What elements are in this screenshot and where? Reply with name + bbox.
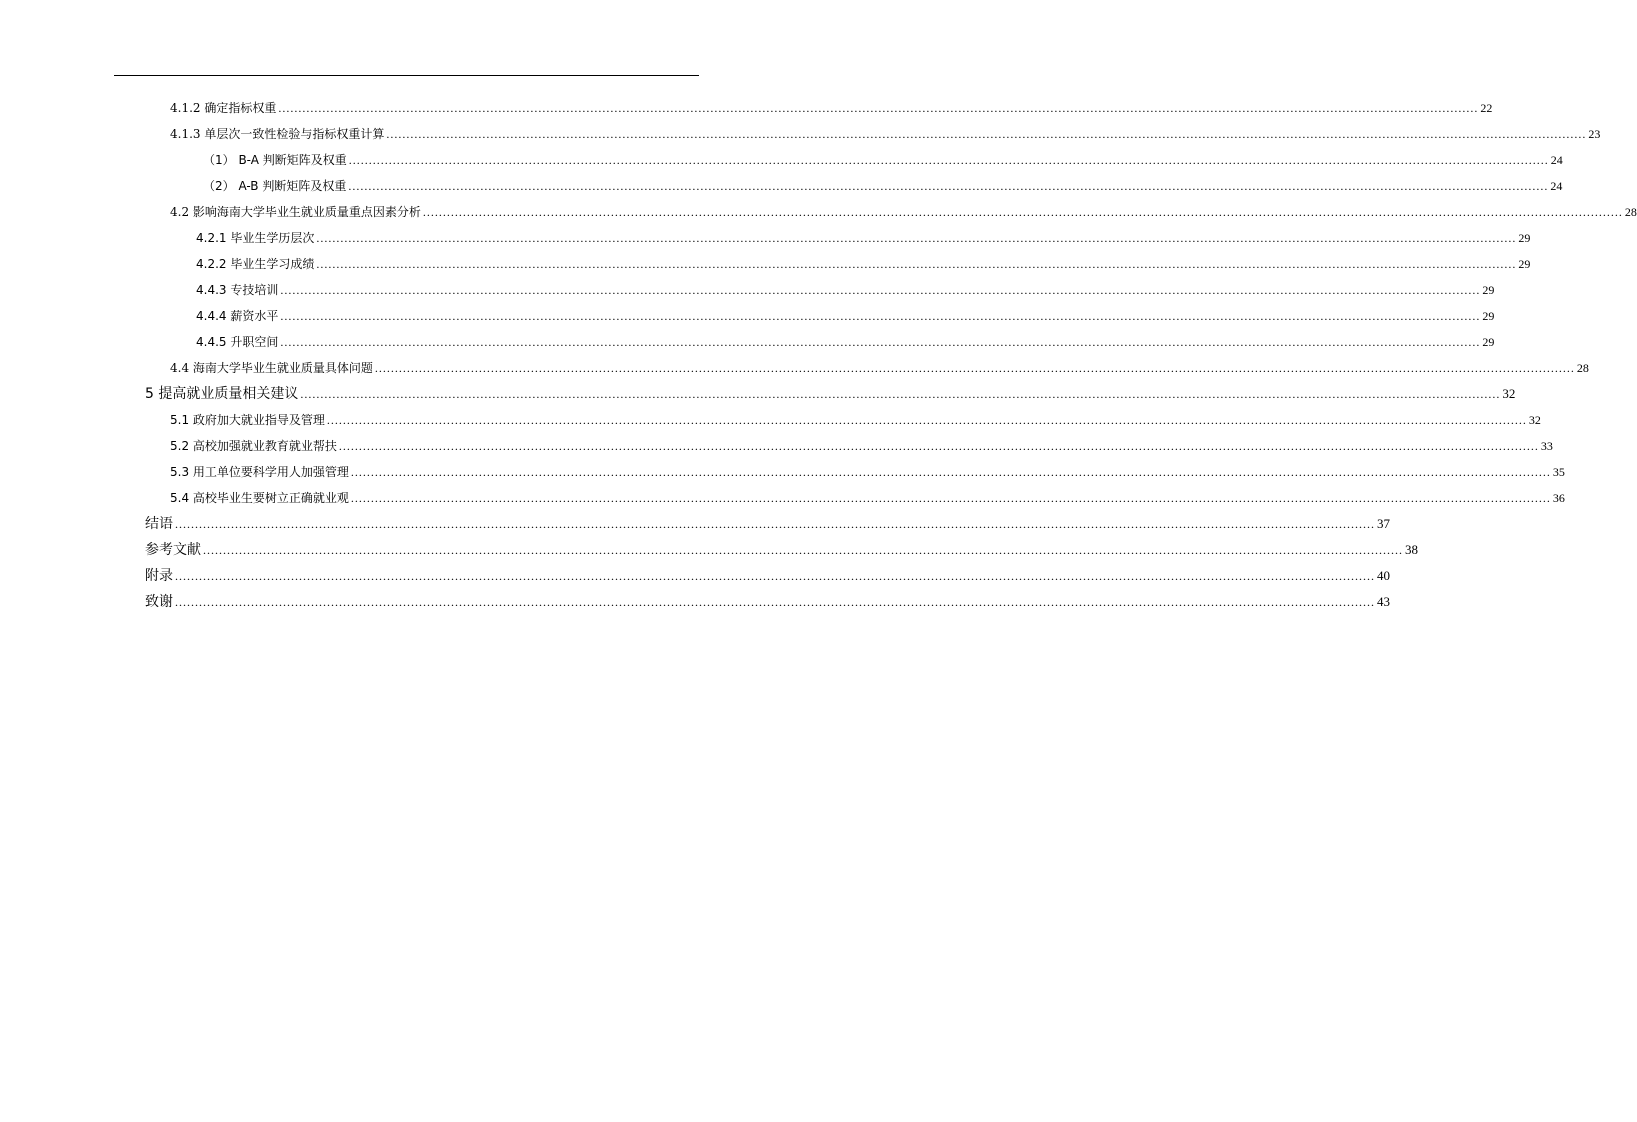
toc-leader-dots: ............................................................................................................................................................................................................................................................................................................ xyxy=(374,361,1575,375)
toc-entry[interactable] xyxy=(145,542,1418,558)
toc-entry[interactable] xyxy=(170,204,1637,220)
toc-entry-page: 29 xyxy=(1482,335,1495,349)
toc-leader-dots: ............................................................................................................................................................................................................................................................................................................ xyxy=(350,465,1551,479)
toc-entry-title: 参考文献 xyxy=(145,542,201,558)
toc-entry-title: 致谢 xyxy=(145,594,173,610)
toc-entry-title: 4.4 海南大学毕业生就业质量具体问题 xyxy=(170,361,373,375)
toc-entry-page: 29 xyxy=(1482,309,1495,323)
toc-entry-title: （2） A-B 判断矩阵及权重 xyxy=(203,179,347,193)
toc-entry[interactable] xyxy=(145,386,1516,402)
toc-entry[interactable] xyxy=(196,334,1495,350)
toc-entry-page: 22 xyxy=(1480,101,1493,115)
toc-entry-title: 4.2.1 毕业生学历层次 xyxy=(196,231,315,245)
toc-entry[interactable] xyxy=(203,152,1563,168)
toc-entry-title: 结语 xyxy=(145,516,173,532)
toc-leader-dots: ............................................................................................................................................................................................................................................................................................................ xyxy=(175,569,1375,583)
toc-entry-page: 32 xyxy=(1528,413,1541,427)
toc-entry[interactable] xyxy=(145,516,1390,532)
toc-entry-title: 4.2 影响海南大学毕业生就业质量重点因素分析 xyxy=(170,205,421,219)
toc-entry[interactable] xyxy=(170,100,1493,116)
toc-entry-title: 4.4.5 升职空间 xyxy=(196,335,279,349)
toc-entry[interactable] xyxy=(170,126,1601,142)
toc-entry-page: 36 xyxy=(1552,491,1565,505)
toc-entry[interactable] xyxy=(196,282,1495,298)
toc-entry[interactable] xyxy=(196,308,1495,324)
toc-entry[interactable] xyxy=(170,438,1553,454)
toc-entry-page: 40 xyxy=(1377,568,1390,583)
toc-entry[interactable] xyxy=(203,178,1563,194)
toc-entry-page: 29 xyxy=(1482,283,1495,297)
toc-entry-page: 33 xyxy=(1540,439,1553,453)
toc-entry[interactable] xyxy=(170,464,1565,480)
toc-entry-title: 4.1.3 单层次一致性检验与指标权重计算 xyxy=(170,127,385,141)
toc-entry-page: 23 xyxy=(1588,127,1601,141)
toc-leader-dots: ............................................................................................................................................................................................................................................................................................................ xyxy=(386,127,1587,141)
toc-entry-page: 24 xyxy=(1550,153,1563,167)
toc-entry-title: 5.3 用工单位要科学用人加强管理 xyxy=(170,465,349,479)
toc-leader-dots: ............................................................................................................................................................................................................................................................................................................ xyxy=(280,283,1481,297)
toc-entry-page: 28 xyxy=(1576,361,1589,375)
toc-entry-page: 29 xyxy=(1518,231,1531,245)
toc-entry-page: 24 xyxy=(1550,179,1563,193)
toc-entry[interactable] xyxy=(170,490,1565,506)
toc-entry-page: 37 xyxy=(1377,516,1390,531)
toc-entry-title: 4.1.2 确定指标权重 xyxy=(170,101,277,115)
toc-leader-dots: ............................................................................................................................................................................................................................................................................................................ xyxy=(280,309,1481,323)
toc-entry-title: 附录 xyxy=(145,568,173,584)
toc-entry[interactable] xyxy=(196,230,1531,246)
toc-entry-title: 4.2.2 毕业生学习成绩 xyxy=(196,257,315,271)
toc-entry-title: （1） B-A 判断矩阵及权重 xyxy=(203,153,347,167)
toc-leader-dots: ............................................................................................................................................................................................................................................................................................................ xyxy=(175,595,1375,609)
toc-entry-title: 5.1 政府加大就业指导及管理 xyxy=(170,413,325,427)
toc-entry-page: 29 xyxy=(1518,257,1531,271)
toc-entry-page: 35 xyxy=(1552,465,1565,479)
toc-leader-dots: ............................................................................................................................................................................................................................................................................................................ xyxy=(300,387,1501,401)
toc-leader-dots: ............................................................................................................................................................................................................................................................................................................ xyxy=(316,231,1517,245)
toc-leader-dots: ............................................................................................................................................................................................................................................................................................................ xyxy=(350,491,1551,505)
toc-entry[interactable] xyxy=(145,568,1390,584)
toc-entry-title: 4.4.3 专技培训 xyxy=(196,283,279,297)
toc-leader-dots: ............................................................................................................................................................................................................................................................................................................ xyxy=(280,335,1481,349)
toc-leader-dots: ............................................................................................................................................................................................................................................................................................................ xyxy=(348,179,1549,193)
toc-entry-page: 38 xyxy=(1405,542,1418,557)
toc-entry-title: 4.4.4 薪资水平 xyxy=(196,309,279,323)
toc-leader-dots: ............................................................................................................................................................................................................................................................................................................ xyxy=(422,205,1623,219)
toc-entry-title: 5.2 高校加强就业教育就业帮扶 xyxy=(170,439,337,453)
toc-leader-dots: ............................................................................................................................................................................................................................................................................................................ xyxy=(278,101,1479,115)
toc-leader-dots: ............................................................................................................................................................................................................................................................................................................ xyxy=(175,517,1375,531)
toc-entry-page: 32 xyxy=(1502,386,1516,401)
toc-leader-dots: ............................................................................................................................................................................................................................................................................................................ xyxy=(203,543,1403,557)
toc-entry-title: 5 提高就业质量相关建议 xyxy=(145,386,299,402)
toc-entry[interactable] xyxy=(170,412,1541,428)
toc-leader-dots: ............................................................................................................................................................................................................................................................................................................ xyxy=(326,413,1527,427)
toc-entry[interactable] xyxy=(170,360,1589,376)
toc-entry-title: 5.4 高校毕业生要树立正确就业观 xyxy=(170,491,349,505)
toc-leader-dots: ............................................................................................................................................................................................................................................................................................................ xyxy=(338,439,1539,453)
toc-entry-page: 28 xyxy=(1624,205,1637,219)
toc-leader-dots: ............................................................................................................................................................................................................................................................................................................ xyxy=(316,257,1517,271)
toc-entry[interactable] xyxy=(196,256,1531,272)
toc-leader-dots: ............................................................................................................................................................................................................................................................................................................ xyxy=(348,153,1549,167)
toc-entry-page: 43 xyxy=(1377,594,1390,609)
toc-entry[interactable] xyxy=(145,594,1390,610)
